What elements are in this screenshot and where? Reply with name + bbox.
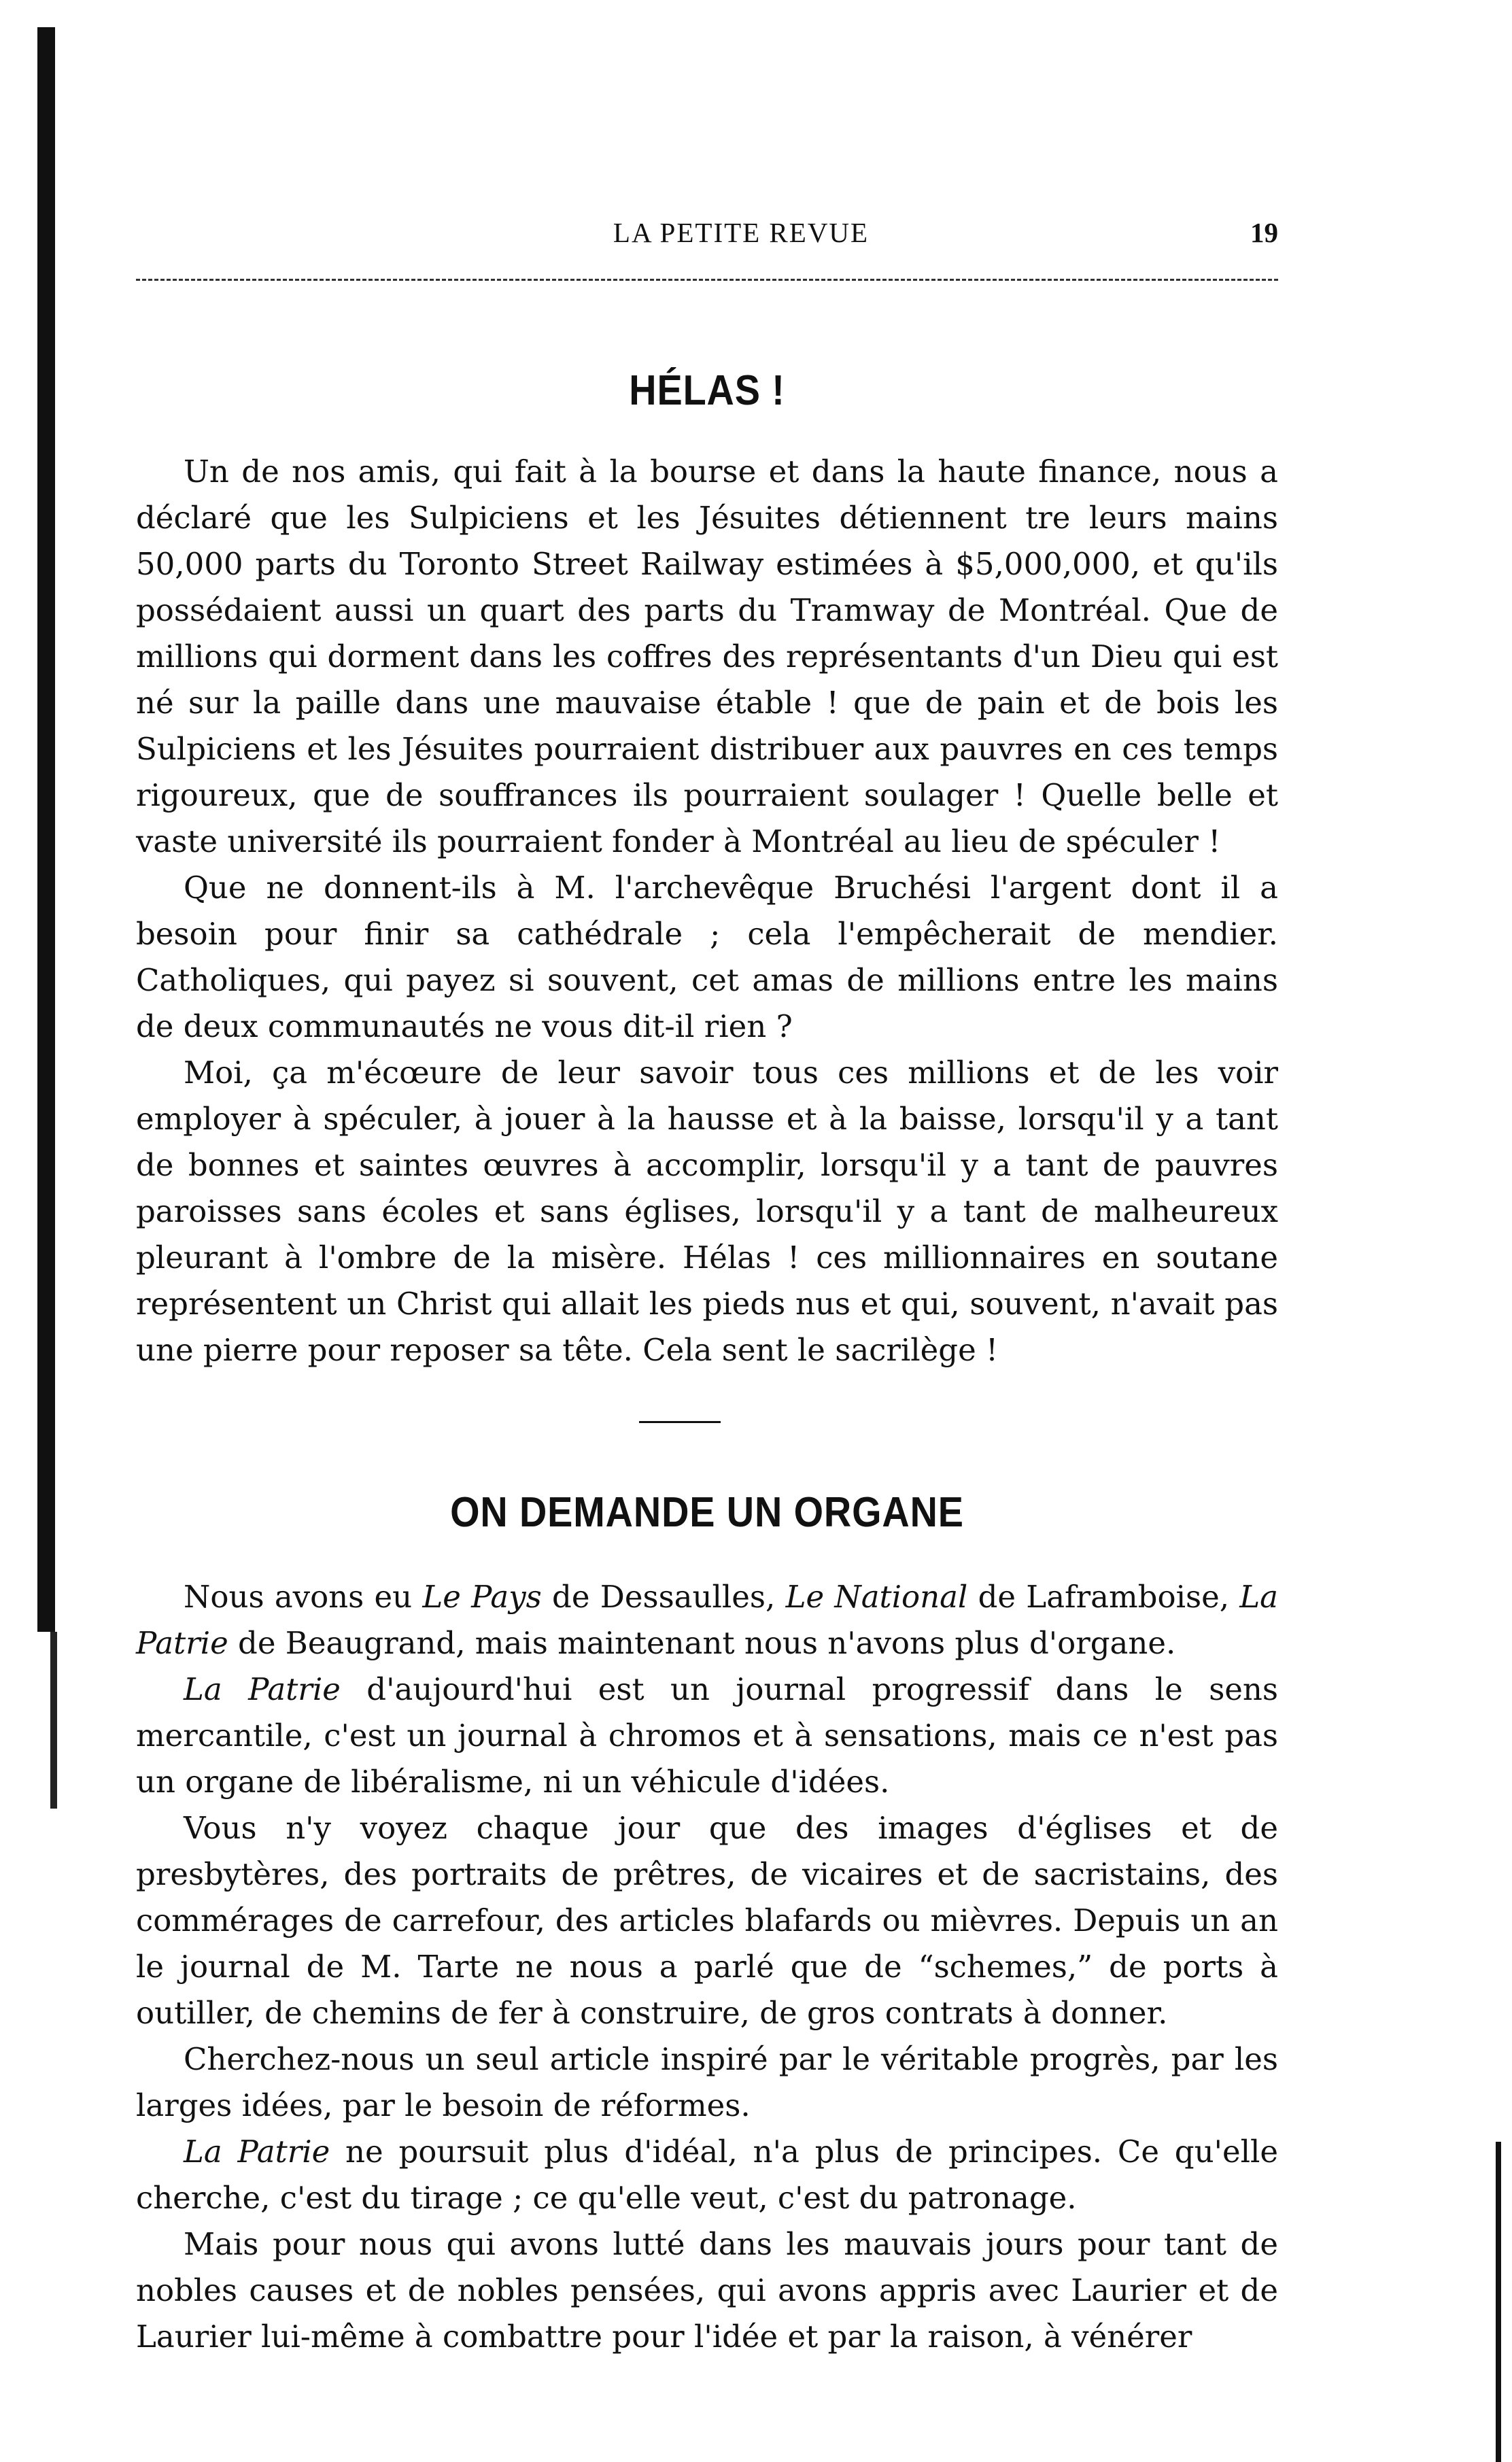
article-paragraph <box>136 2129 1278 2221</box>
header-rule <box>136 279 1278 281</box>
article-paragraph: Vous n'y voyez chaque jour que des images d'églises et de presbytères, des portraits de prêtres, de vicaires et de sacristains, des commérages de carrefour, des articles blafards ou mièvres. Depuis un an le journal de M. Tarte ne nous a parlé que de “schemes,” de ports à outiller, de chemins de fer à construire, de gros contrats à donner. <box>136 1810 1278 2031</box>
newspaper-title: La Patrie <box>184 2134 330 2170</box>
text-run: de Dessaulles, <box>541 1579 786 1615</box>
article-title: HÉLAS ! <box>629 367 785 414</box>
article-paragraph <box>136 1666 1278 1805</box>
article-title: ON DEMANDE UN ORGANE <box>450 1489 964 1536</box>
newspaper-title: La Patrie <box>136 1579 1278 1661</box>
article-helas <box>136 354 1278 1373</box>
text-run: de Beaugrand, mais maintenant nous n'avons plus d'organe. <box>228 1625 1176 1661</box>
text-run: d'aujourd'hui est un journal progressif dans le sens mercantile, c'est un journal à chromos et à sensations, mais ce n'est pas un organe de libéralisme, ni un véhicule d'idées. <box>136 1671 1279 1800</box>
text-run: Nous avons eu <box>184 1579 423 1615</box>
page-right-edge <box>1496 2142 1501 2462</box>
text-run: de Laframboise, <box>967 1579 1240 1615</box>
article-paragraph: Un de nos amis, qui fait à la bourse et dans la haute finance, nous a déclaré que les Sulpiciens et les Jésuites détiennent tre leurs mains 50,000 parts du Toronto Street Railway estimées à $5,000,000, et qu'ils possédaient aussi un quart des parts du Tramway de Montréal. Que de millions qui dorment dans les coffres des représentants d'un Dieu qui est né sur la paille dans une mauvaise étable ! que de pain et de bois les Sulpiciens et les Jésuites pourraient distribuer aux pauvres en ces temps rigoureux, que de souffrances ils pourraient soulager ! Quelle belle et vaste université ils pourraient fonder à Montréal au lieu de spéculer ! <box>136 454 1278 859</box>
newspaper-title: Le Pays <box>422 1579 542 1615</box>
article-on-demande-un-organe <box>136 1475 1278 2360</box>
article-paragraph: Cherchez-nous un seul article inspiré par le véritable progrès, par les larges idées, par le besoin de réformes. <box>136 2041 1278 2123</box>
running-header <box>136 216 1278 257</box>
page-number: 19 <box>1250 217 1278 248</box>
article-paragraph: Que ne donnent-ils à M. l'archevêque Bruchési l'argent dont il a besoin pour finir sa cathédrale ; cela l'empêcherait de mendier. Catholiques, qui payez si souvent, cet amas de millions entre les mains de deux communautés ne vous dit-il rien ? <box>136 870 1278 1044</box>
text-run: ne poursuit plus d'idéal, n'a plus de principes. Ce qu'elle cherche, c'est du tirage ; ce qu'elle veut, c'est du patronage. <box>136 2134 1278 2216</box>
page-binding-edge <box>37 27 55 1632</box>
newspaper-title: La Patrie <box>184 1671 341 1707</box>
section-divider <box>639 1421 721 1423</box>
article-paragraph <box>136 1574 1278 1666</box>
page-binding-edge-lower <box>50 1632 57 1809</box>
newspaper-title: Le National <box>785 1579 968 1615</box>
running-title: LA PETITE REVUE <box>613 217 870 248</box>
article-paragraph: Moi, ça m'écœure de leur savoir tous ces millions et de les voir employer à spéculer, à jouer à la hausse et à la baisse, lorsqu'il y a tant de bonnes et saintes œuvres à accomplir, lorsqu'il y a tant de pauvres paroisses sans écoles et sans églises, lorsqu'il y a tant de malheureux pleurant à l'ombre de la misère. Hélas ! ces millionnaires en soutane représentent un Christ qui allait les pieds nus et qui, souvent, n'avait pas une pierre pour reposer sa tête. Cela sent le sacrilège ! <box>136 1055 1278 1368</box>
article-paragraph: Mais pour nous qui avons lutté dans les mauvais jours pour tant de nobles causes et de nobles pensées, qui avons appris avec Laurier et de Laurier lui-même à combattre pour l'idée et par la raison, à vénérer <box>136 2226 1278 2355</box>
